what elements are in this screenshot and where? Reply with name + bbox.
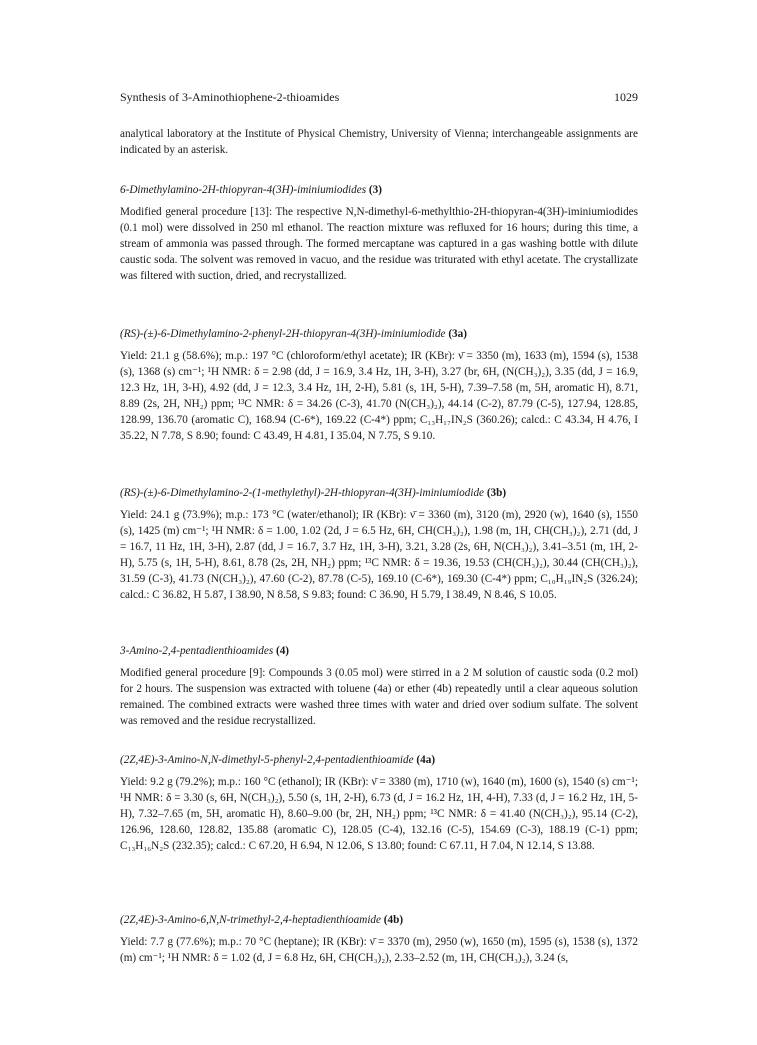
- section-heading-3: 6-Dimethylamino-2H-thiopyran-4(3H)-iminiumiodides (3): [120, 184, 382, 196]
- section-body-4: Modified general procedure [9]: Compounds 3 (0.05 mol) were stirred in a 2 M solution of caustic soda (0.2 mol) for 2 hours. The suspension was extracted with toluene (4a) or ether (4b) repeatedly until a clear aqueous solution remained. The combined extracts were washed three times with water and dried over sodium sulfate. The solvent was removed and the residue recrystallized.: [120, 667, 638, 727]
- section-heading-4: 3-Amino-2,4-pentadienthioamides (4): [120, 645, 290, 657]
- section-body-3: Modified general procedure [13]: The respective N,N-dimethyl-6-methylthio-2H-thiopyran-4(3H)-iminiumiodides (0.1 mol) were dissolved in 250 ml ethanol. The reaction mixture was refluxed for 16 hours; during this time, a stream of ammonia was passed through. The formed mercaptane was captured in a gas washing bottle with dilute caustic soda. The solvent was removed in vacuo, and the residue was triturated with ethyl acetate. The crystallizate was filtered with suction, dried, and recrystallized.: [120, 206, 638, 282]
- section-body-4b: Yield: 7.7 g (77.6%); m.p.: 70 °C (heptane); IR (KBr): ν̄ = 3370 (m), 2950 (w), 1650 (m), 1595 (s), 1538 (s), 1372 (m) cm⁻¹; ¹H NMR: δ = 1.02 (d, J = 6.8 Hz, 6H, CH(CH₃)₂), 2.33–2.52 (m, 1H, CH(CH₃)₂), 3.24 (s,: [120, 936, 638, 964]
- running-header: [120, 90, 638, 106]
- section-heading-4a: (2Z,4E)-3-Amino-N,N-dimethyl-5-phenyl-2,4-pentadienthioamide (4a): [120, 754, 436, 766]
- section-body-3b: Yield: 24.1 g (73.9%); m.p.: 173 °C (water/ethanol); IR (KBr): ν̄ = 3360 (m), 3120 (m), 2920 (w), 1640 (s), 1550 (s), 1425 (m) cm⁻¹; ¹H NMR: δ = 1.00, 1.02 (2d, J = 6.5 Hz, 6H, CH(CH₃)₂), 1.98 (m, 1H, CH(CH₃)₂), 2.71 (dd, J = 16.7, 11 Hz, 1H, 3-H), 2.87 (dd, J = 16.7, 3.7 Hz, 1H, 3-H), 3.21, 3.28 (2s, 6H, N(CH₃)₂), 3.41–3.51 (m, 1H, 2-H), 5.75 (s, 1H, 5-H), 8.61, 8.78 (2s, 2H, NH₂) ppm; ¹³C NMR: δ = 19.36, 19.53 (CH(CH₃)₂), 30.44 (CH(CH₃)₂), 31.59 (C-3), 41.73 (N(CH₃)₂), 47.60 (C-2), 87.78 (C-5), 169.10 (C-6*), 169.30 (C-4*) ppm; C₁₀H₁₉IN₂S (326.24); calcd.: C 36.82, H 5.87, I 38.90, N 8.58, S 9.83; found: C 36.90, H 5.79, I 38.49, N 8.46, S 10.05.: [120, 509, 638, 601]
- page-number: 1029: [614, 90, 638, 104]
- section-body-3a: Yield: 21.1 g (58.6%); m.p.: 197 °C (chloroform/ethyl acetate); IR (KBr): ν̄ = 3350 (m), 1633 (m), 1594 (s), 1538 (s), 1368 (s) cm⁻¹; ¹H NMR: δ = 2.98 (dd, J = 16.9, 3.4 Hz, 1H, 3-H), 3.27 (br, 6H, (N(CH₃)₂), 3.35 (dd, J = 16.9, 12.3 Hz, 1H, 3-H), 4.92 (dd, J = 12.3, 3.4 Hz, 1H, 2-H), 5.81 (s, 1H, 5-H), 7.39–7.58 (m, 5H, aromatic H), 8.71, 8.89 (2s, 2H, NH₂) ppm; ¹³C NMR: δ = 34.26 (C-3), 41.70 (N(CH₃)₂), 44.14 (C-2), 87.79 (C-5), 127.94, 128.85, 128.99, 136.70 (aromatic C), 168.94 (C-6*), 169.22 (C-4*) ppm; C₁₃H₁₇IN₂S (360.26); calcd.: C 43.34, H 4.76, I 35.22, N 7.78, S 8.90; found: C 43.49, H 4.81, I 35.04, N 7.75, S 9.10.: [120, 350, 638, 442]
- section-heading-4b: (2Z,4E)-3-Amino-6,N,N-trimethyl-2,4-heptadienthioamide (4b): [120, 914, 404, 926]
- intro-paragraph: analytical laboratory at the Institute of Physical Chemistry, University of Vienna; interchangeable assignments are indicated by an asterisk.: [120, 128, 638, 156]
- running-title: Synthesis of 3-Aminothiophene-2-thioamides: [120, 90, 340, 104]
- section-heading-3b: (RS)-(±)-6-Dimethylamino-2-(1-methylethyl)-2H-thiopyran-4(3H)-iminiumiodide (3b): [120, 487, 507, 499]
- section-heading-3a: (RS)-(±)-6-Dimethylamino-2-phenyl-2H-thiopyran-4(3H)-iminiumiodide (3a): [120, 328, 467, 340]
- section-body-4a: Yield: 9.2 g (79.2%); m.p.: 160 °C (ethanol); IR (KBr): ν̄ = 3380 (m), 1710 (w), 1640 (m), 1600 (s), 1540 (s) cm⁻¹; ¹H NMR: δ = 3.30 (s, 6H, N(CH₃)₂), 5.50 (s, 1H, 2-H), 6.73 (d, J = 16.2 Hz, 1H, 4-H), 7.33 (d, J = 16.2 Hz, 1H, 5-H), 7.32–7.65 (m, 5H, aromatic H), 8.60–9.00 (br, 2H, NH₂) ppm; ¹³C NMR: δ = 41.40 (N(CH₃)₂), 95.14 (C-2), 126.96, 128.60, 128.82, 135.88 (aromatic C), 128.05 (C-4), 132.16 (C-5), 154.69 (C-3), 188.19 (C-1) ppm; C₁₃H₁₆N₂S (232.35); calcd.: C 67.20, H 6.94, N 12.06, S 13.80; found: C 67.11, H 7.04, N 12.14, S 13.88.: [120, 776, 638, 852]
